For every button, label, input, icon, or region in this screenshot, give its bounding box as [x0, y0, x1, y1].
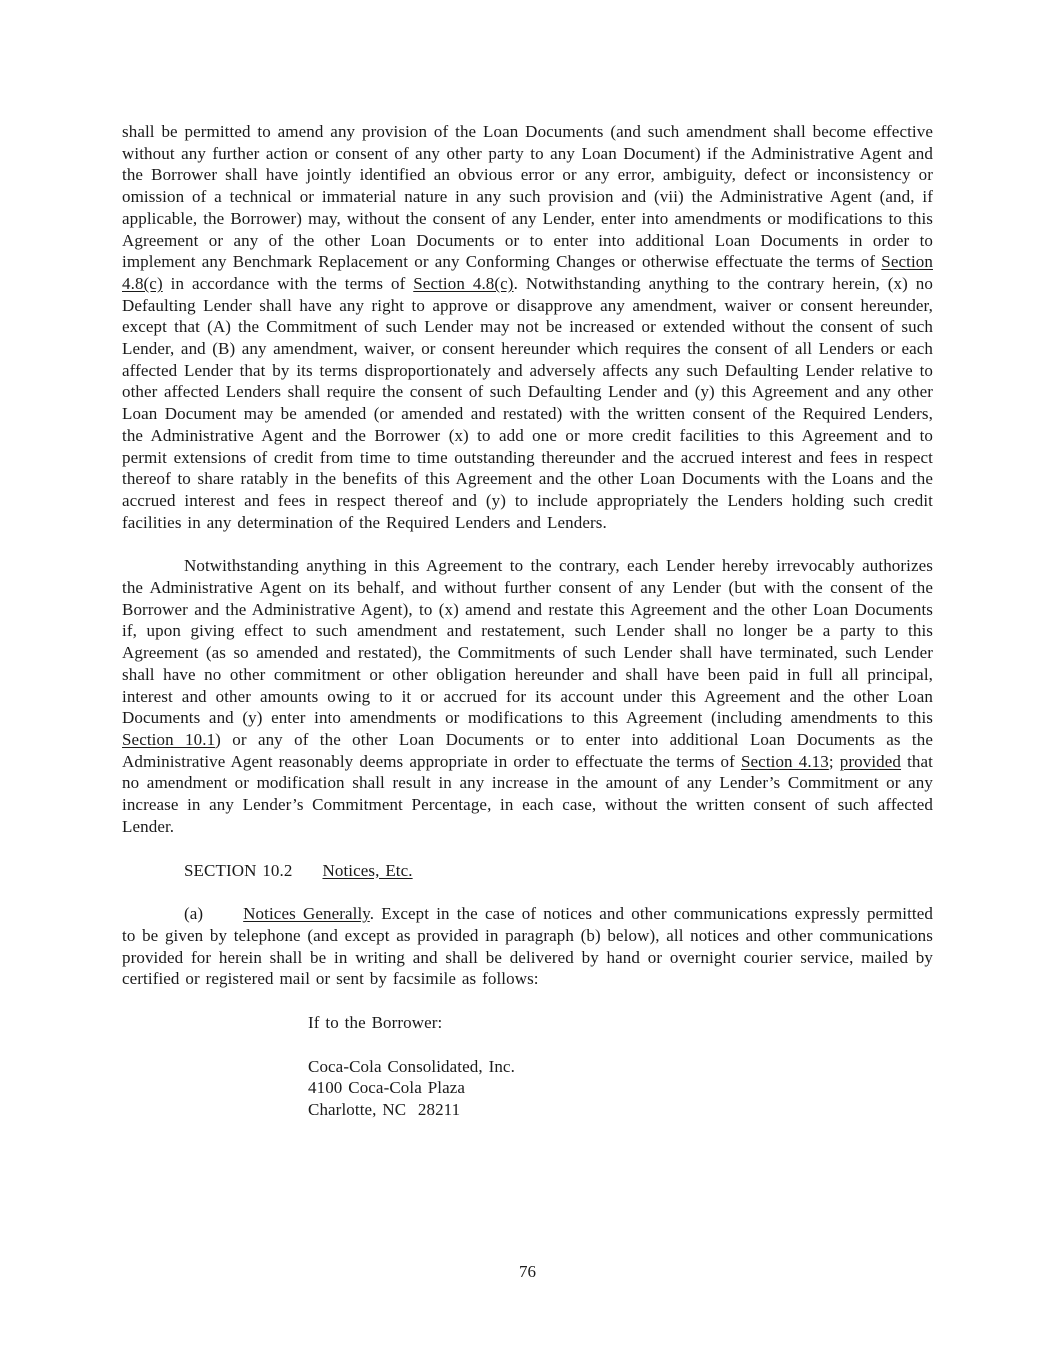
notice-recipient-line: If to the Borrower:	[308, 1013, 443, 1033]
section-ref-10-1: Section 10.1	[122, 729, 216, 749]
address-line-city: Charlotte, NC 28211	[308, 1100, 461, 1120]
body-text: in accordance with the terms of	[162, 273, 414, 293]
borrower-notice-block	[308, 1012, 933, 1121]
section-ref-4-13: Section 4.13	[740, 751, 829, 771]
document-body	[122, 121, 933, 1121]
body-text: that no amendment or modification shall result in any increase in the amount of any Lender’s Commitment or any increase in any Lender’s Commitment Percentage, in each case, without the written consent of such affected Lender.	[122, 751, 933, 836]
section-10-2-heading	[122, 860, 933, 882]
address-line-street: 4100 Coca-Cola Plaza	[308, 1078, 466, 1098]
body-text: . Except in the case of notices and other communications expressly permitted to be given by telephone (and except as provided in paragraph (b) below), all notices and other communications provided for herein shall be in writing and shall be delivered by hand or overnight courier service, mailed by certified or registered mail or sent by facsimile as follows:	[122, 904, 933, 989]
paragraph-lender-authorization	[122, 555, 933, 837]
body-text: ) or any of the other Loan Documents or to enter into additional Loan Documents as the Administrative Agent reasonably deems appropriate in order to effectuate the terms of	[122, 729, 933, 771]
section-title: Notices, Etc.	[322, 860, 413, 880]
proviso-term: provided	[839, 751, 902, 771]
clause-title: Notices Generally	[243, 904, 370, 924]
section-ref-4-8c: Section 4.8(c)	[413, 273, 514, 293]
body-text: shall be permitted to amend any provision of the Loan Documents (and such amendment shall become effective without any further action or consent of any other party to any Loan Document) if the Administrative Agent and the Borrower shall have jointly identified an obvious error or any error, ambiguity, defect or inconsistency or omission of a technical or immaterial nature in any such provision and (vii) the Administrative Agent (and, if applicable, the Borrower) may, without the consent of any Lender, enter into amendments or modifications to this Agreement or any of the other Loan Documents or to enter into additional Loan Documents in order to implement any Benchmark Replacement or any Conforming Changes or otherwise effectuate the terms of	[122, 122, 933, 272]
clause-label: (a)	[184, 904, 204, 924]
body-text: ;	[828, 751, 840, 771]
address-line-company: Coca-Cola Consolidated, Inc.	[308, 1056, 515, 1076]
body-text: Notwithstanding anything in this Agreement to the contrary, each Lender hereby irrevocably authorizes the Administrative Agent on its behalf, and without further consent of any Lender (but with the consent of the Borrower and the Administrative Agent), to (x) amend and restate this Agreement and the other Loan Documents if, upon giving effect to such amendment and restatement, such Lender shall no longer be a party to this Agreement (as so amended and restated), the Commitments of such Lender shall have terminated, such Lender shall have no other commitment or other obligation hereunder and shall have been paid in full all principal, interest and other amounts owing to it or accrued for its account under this Agreement and the other Loan Documents and (y) enter into amendments or modifications to this Agreement (including amendments to this	[122, 556, 933, 728]
body-text: . Notwithstanding anything to the contrary herein, (x) no Defaulting Lender shall have any right to approve or disapprove any amendment, waiver or consent hereunder, except that (A) the Commitment of such Lender may not be increased or extended without the consent of such Lender, and (B) any amendment, waiver, or consent hereunder which requires the consent of all Lenders or each affected Lender that by its terms disproportionately and adversely affects any such Defaulting Lender relative to other affected Lenders shall require the consent of such Defaulting Lender and (y) this Agreement and any other Loan Document may be amended (or amended and restated) with the written consent of the Required Lenders, the Administrative Agent and the Borrower (x) to add one or more credit facilities to this Agreement and to permit extensions of credit from time to time outstanding thereunder and the accrued interest and fees in respect thereof to share ratably in the benefits of this Agreement and the other Loan Documents with the Loans and the accrued interest and fees in respect thereof and (y) to include appropriately the Lenders holding such credit facilities in any determination of the Required Lenders and Lenders.	[122, 273, 933, 532]
section-number: SECTION 10.2	[184, 860, 293, 880]
paragraph-notices-generally	[122, 903, 933, 990]
page-number: 76	[519, 1262, 536, 1281]
section-ref-4-8c: Section 4.8(c)	[122, 252, 933, 293]
paragraph-amendments-continuation	[122, 121, 933, 533]
